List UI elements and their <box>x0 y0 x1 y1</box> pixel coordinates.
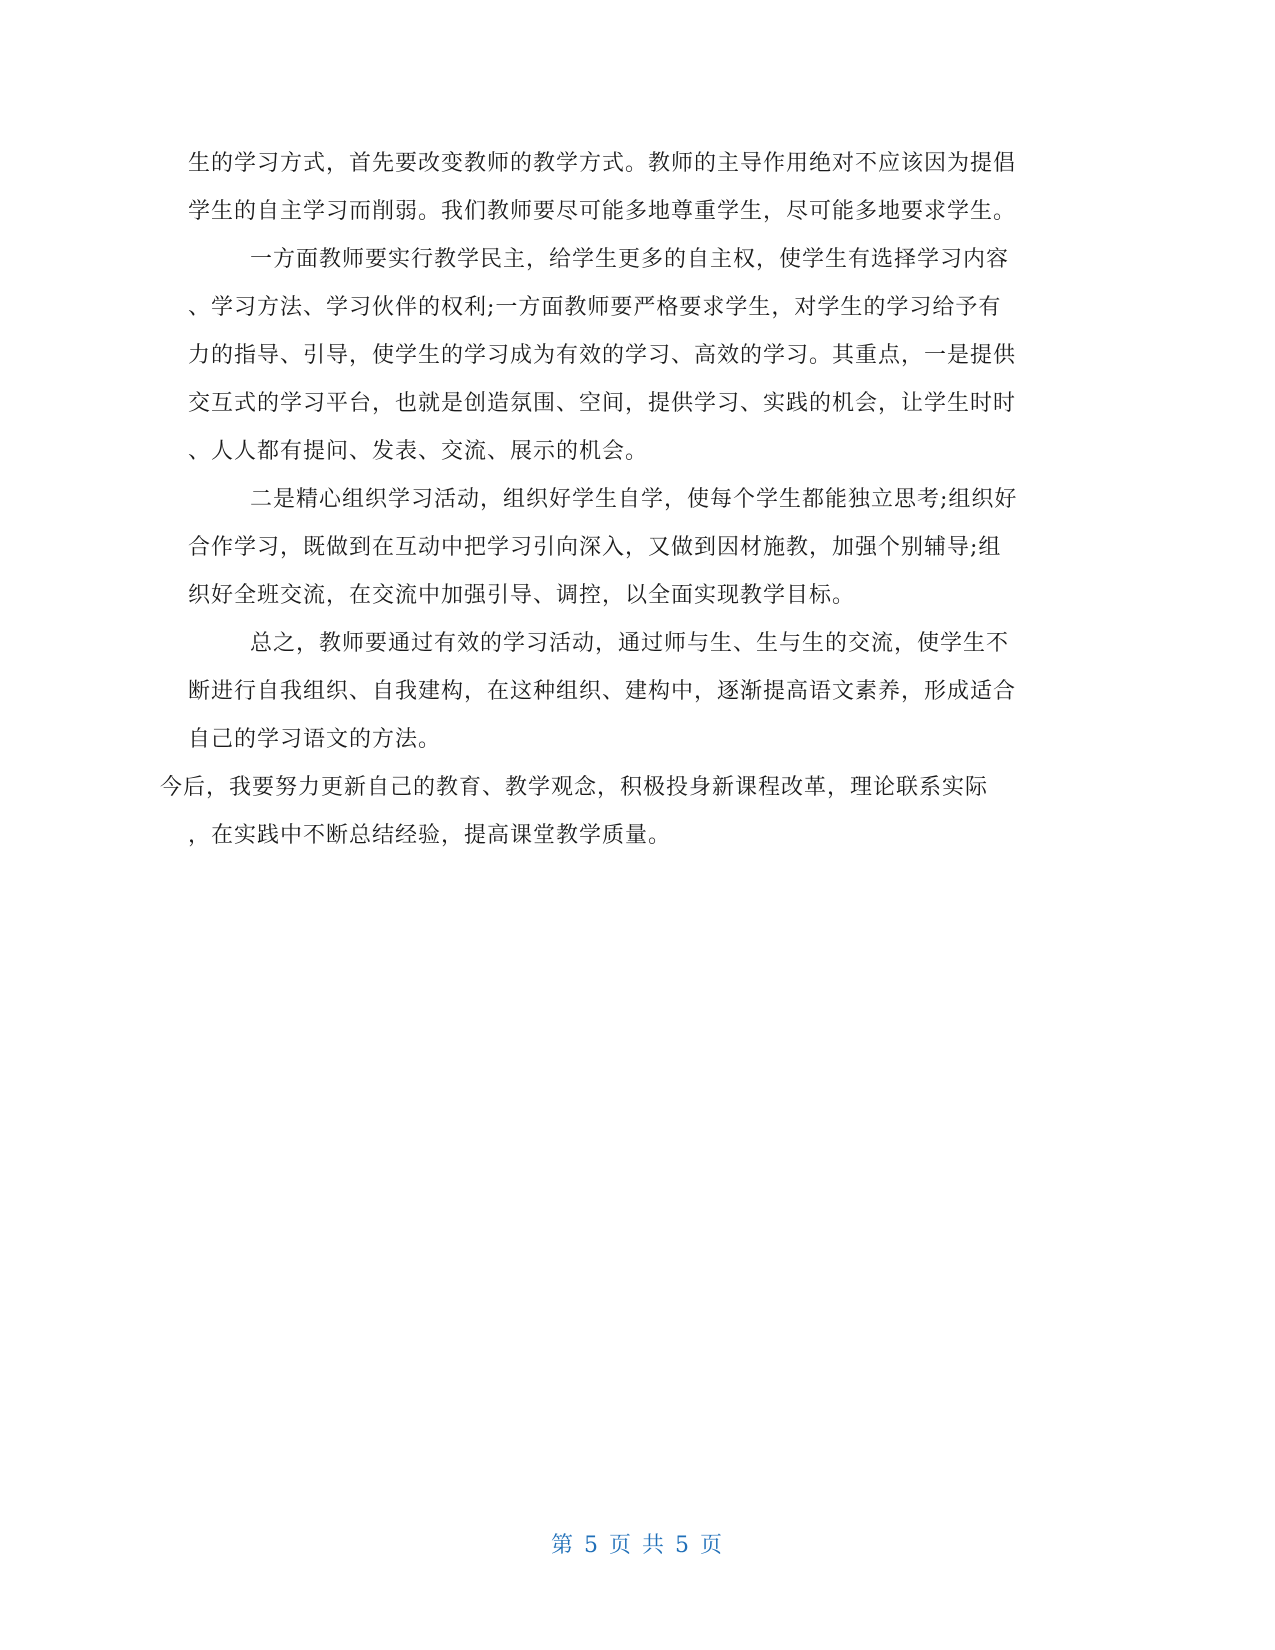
document-body <box>160 140 1088 860</box>
text-line: 、人人都有提问、发表、交流、展示的机会。 <box>188 439 649 464</box>
text-line: 织好全班交流，在交流中加强引导、调控，以全面实现教学目标。 <box>188 583 856 608</box>
text-line: 断进行自我组织、自我建构，在这种组织、建构中，逐渐提高语文素养，形成适合 <box>188 679 1017 704</box>
page-number-footer: 第 5 页 共 5 页 <box>551 1533 724 1558</box>
text-line: 学生的自主学习而削弱。我们教师要尽可能多地尊重学生，尽可能多地要求学生。 <box>188 199 1017 224</box>
text-line: 今后，我要努力更新自己的教育、教学观念，积极投身新课程改革，理论联系实际 <box>160 775 989 800</box>
text-line: 总之，教师要通过有效的学习活动，通过师与生、生与生的交流，使学生不 <box>250 631 1010 656</box>
text-line: ，在实践中不断总结经验，提高课堂教学质量。 <box>188 823 672 848</box>
text-line: 交互式的学习平台，也就是创造氛围、空间，提供学习、实践的机会，让学生时时 <box>188 391 1017 416</box>
text-line: 一方面教师要实行教学民主，给学生更多的自主权，使学生有选择学习内容 <box>250 247 1010 272</box>
text-line: 力的指导、引导，使学生的学习成为有效的学习、高效的学习。其重点，一是提供 <box>188 343 1017 368</box>
text-line: 自己的学习语文的方法。 <box>188 727 442 752</box>
text-line: 、学习方法、学习伙伴的权利;一方面教师要严格要求学生，对学生的学习给予有 <box>188 295 1002 320</box>
text-line: 二是精心组织学习活动，组织好学生自学，使每个学生都能独立思考;组织好 <box>250 487 1018 512</box>
text-line: 生的学习方式，首先要改变教师的教学方式。教师的主导作用绝对不应该因为提倡 <box>188 151 1017 176</box>
text-line: 合作学习，既做到在互动中把学习引向深入，又做到因材施教，加强个别辅导;组 <box>188 535 1002 560</box>
